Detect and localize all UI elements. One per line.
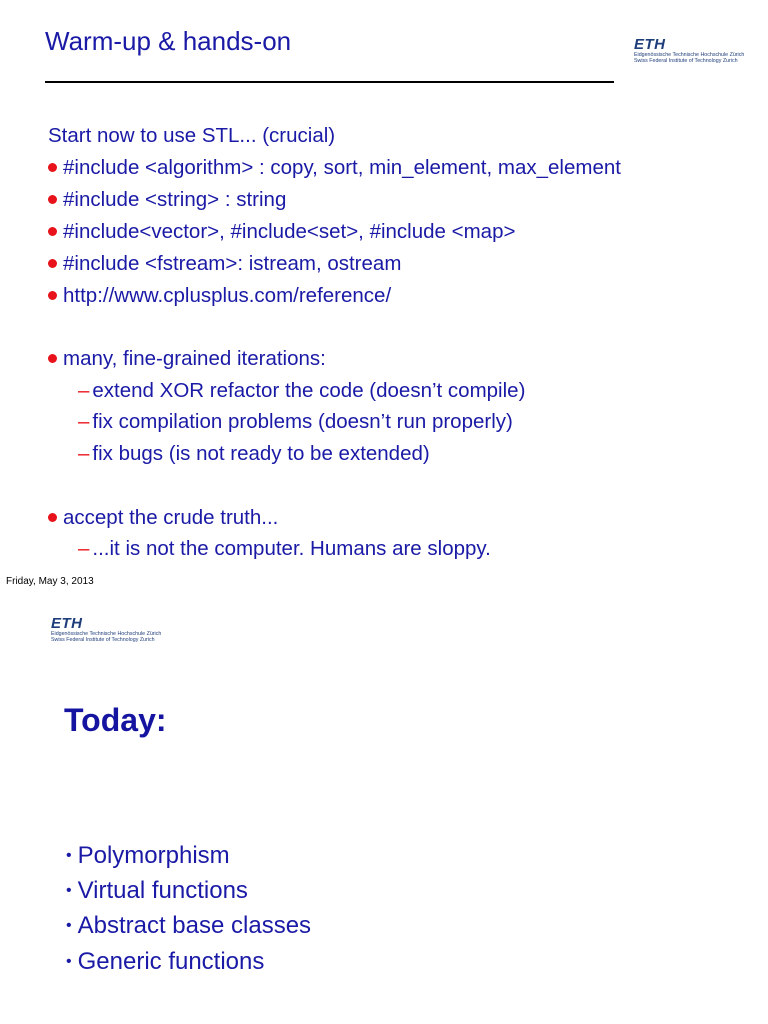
topic-item (66, 842, 230, 870)
list-item (48, 220, 515, 244)
bullet-icon (48, 354, 57, 363)
dash-icon: – (78, 442, 90, 465)
topic-text: Virtual functions (77, 877, 248, 904)
sub-list-item-text: extend XOR refactor the code (doesn’t compile) (92, 379, 526, 402)
sub-list-item-text: ...it is not the computer. Humans are sloppy. (92, 537, 491, 560)
sub-list-item-text: fix bugs (is not ready to be extended) (92, 442, 430, 465)
eth-logo-mark: ETH (51, 615, 83, 632)
list-item-text: #include <string> : string (63, 188, 287, 211)
list-item (48, 156, 621, 180)
page-date-footer: Friday, May 3, 2013 (6, 576, 94, 587)
list-item-text: #include <fstream>: istream, ostream (63, 252, 402, 275)
topic-text: Generic functions (77, 948, 265, 975)
sub-list-item (78, 410, 513, 434)
slide-heading: Today: (64, 702, 167, 738)
bullet-icon (48, 227, 57, 236)
topic-item (66, 912, 311, 940)
bullet-icon (48, 291, 57, 300)
topic-item (66, 877, 248, 905)
slide-title: Warm-up & hands-on (45, 26, 292, 56)
topic-text: Abstract base classes (77, 912, 312, 939)
sub-list-item (78, 537, 491, 561)
list-item (48, 252, 401, 276)
eth-logo (634, 37, 744, 64)
bullet-dot-icon: • (66, 882, 72, 899)
bullet-icon (48, 513, 57, 522)
eth-logo-line1: Eidgenössische Technische Hochschule Zürich (51, 631, 162, 637)
reference-link[interactable]: http://www.cplusplus.com/reference/ (63, 284, 392, 307)
list-item-link[interactable] (48, 284, 391, 308)
bullet-icon (48, 195, 57, 204)
title-divider (45, 81, 614, 83)
list-item-text: accept the crude truth... (63, 506, 279, 529)
sub-list-item (78, 379, 525, 403)
list-item (48, 347, 326, 371)
bullet-icon (48, 259, 57, 268)
eth-logo (51, 616, 161, 643)
intro-text: Start now to use STL... (crucial) (48, 124, 336, 147)
eth-logo-line2: Swiss Federal Institute of Technology Zurich (634, 58, 738, 65)
dash-icon: – (78, 379, 90, 402)
dash-icon: – (78, 537, 90, 560)
dash-icon: – (78, 410, 90, 433)
list-item-text: many, fine-grained iterations: (63, 347, 326, 370)
list-item-text: #include<vector>, #include<set>, #include <map> (63, 220, 516, 243)
topic-item (66, 948, 264, 976)
list-item (48, 188, 286, 212)
sub-list-item (78, 442, 430, 466)
eth-logo-line1: Eidgenössische Technische Hochschule Zürich (634, 52, 745, 58)
topic-text: Polymorphism (77, 842, 230, 869)
bullet-icon (48, 163, 57, 172)
list-item-text: #include <algorithm> : copy, sort, min_element, max_element (63, 156, 621, 179)
eth-logo-mark: ETH (634, 36, 666, 53)
list-item (48, 506, 278, 530)
bullet-dot-icon: • (66, 953, 72, 970)
bullet-dot-icon: • (66, 847, 72, 864)
eth-logo-line2: Swiss Federal Institute of Technology Zurich (51, 637, 155, 644)
sub-list-item-text: fix compilation problems (doesn’t run properly) (92, 410, 513, 433)
bullet-dot-icon: • (66, 917, 72, 934)
